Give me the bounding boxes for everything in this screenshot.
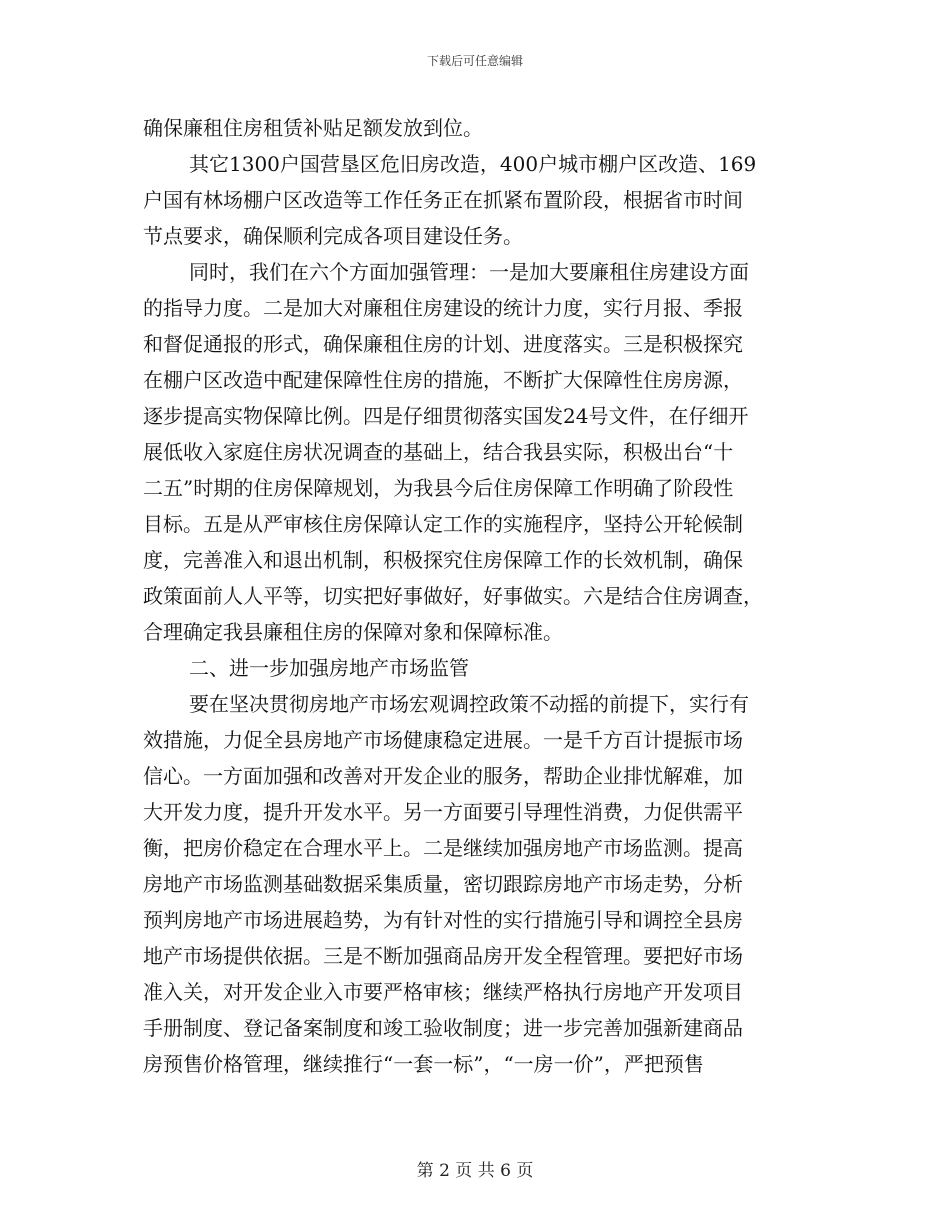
document-body <box>143 110 798 1082</box>
page-footer: 第 2 页 共 6 页 <box>416 1161 534 1181</box>
text-line: 合理确定我县廉租住房的保障对象和保障标准。 <box>143 620 563 644</box>
text-line: 其它1300户国营垦区危旧房改造，400户城市棚户区改造、169 <box>189 152 757 176</box>
text-line: 和督促通报的形式，确保廉租住房的计划、进度落实。三是积极探究 <box>143 332 743 356</box>
text-line: 手册制度、登记备案制度和竣工验收制度；进一步完善加强新建商品 <box>143 1016 743 1040</box>
text-line: 的指导力度。二是加大对廉租住房建设的统计力度，实行月报、季报 <box>143 296 743 320</box>
text-line: 效措施，力促全县房地产市场健康稳定进展。一是千方百计提振市场 <box>143 728 743 752</box>
text-line: 房地产市场监测基础数据采集质量，密切跟踪房地产市场走势，分析 <box>143 872 743 896</box>
text-line: 政策面前人人平等，切实把好事做好，好事做实。六是结合住房调查， <box>143 584 763 608</box>
text-line: 要在坚决贯彻房地产市场宏观调控政策不动摇的前提下，实行有 <box>189 692 749 716</box>
text-line: 同时，我们在六个方面加强管理：一是加大要廉租住房建设方面 <box>189 260 749 284</box>
text-line: 预判房地产市场进展趋势，为有针对性的实行措施引导和调控全县房 <box>143 908 743 932</box>
text-line: 二、进一步加强房地产市场监管 <box>189 656 469 680</box>
text-line: 户国有林场棚户区改造等工作任务正在抓紧布置阶段，根据省市时间 <box>143 188 743 212</box>
text-line: 大开发力度，提升开发水平。另一方面要引导理性消费，力促供需平 <box>143 800 743 824</box>
text-line: 目标。五是从严审核住房保障认定工作的实施程序，坚持公开轮候制 <box>143 512 743 536</box>
text-line: 展低收入家庭住房状况调查的基础上，结合我县实际，积极出台“十 <box>143 440 734 464</box>
text-line: 度，完善准入和退出机制，积极探究住房保障工作的长效机制，确保 <box>143 548 743 572</box>
text-line: 衡，把房价稳定在合理水平上。二是继续加强房地产市场监测。提高 <box>143 836 743 860</box>
text-line: 信心。一方面加强和改善对开发企业的服务，帮助企业排忧解难，加 <box>143 764 743 788</box>
text-line: 房预售价格管理，继续推行“一套一标”，“一房一价”，严把预售 <box>143 1052 704 1076</box>
text-line: 地产市场提供依据。三是不断加强商品房开发全程管理。要把好市场 <box>143 944 743 968</box>
text-line: 二五”时期的住房保障规划，为我县今后住房保障工作明确了阶段性 <box>143 476 734 500</box>
page-header: 下载后可任意编辑 <box>426 54 523 68</box>
text-line: 在棚户区改造中配建保障性住房的措施，不断扩大保障性住房房源， <box>143 368 743 392</box>
text-line: 准入关，对开发企业入市要严格审核；继续严格执行房地产开发项目 <box>143 980 743 1004</box>
text-line: 逐步提高实物保障比例。四是仔细贯彻落实国发24号文件，在仔细开 <box>143 404 749 428</box>
text-line: 节点要求，确保顺利完成各项目建设任务。 <box>143 224 523 248</box>
text-line: 确保廉租住房租赁补贴足额发放到位。 <box>143 116 483 140</box>
